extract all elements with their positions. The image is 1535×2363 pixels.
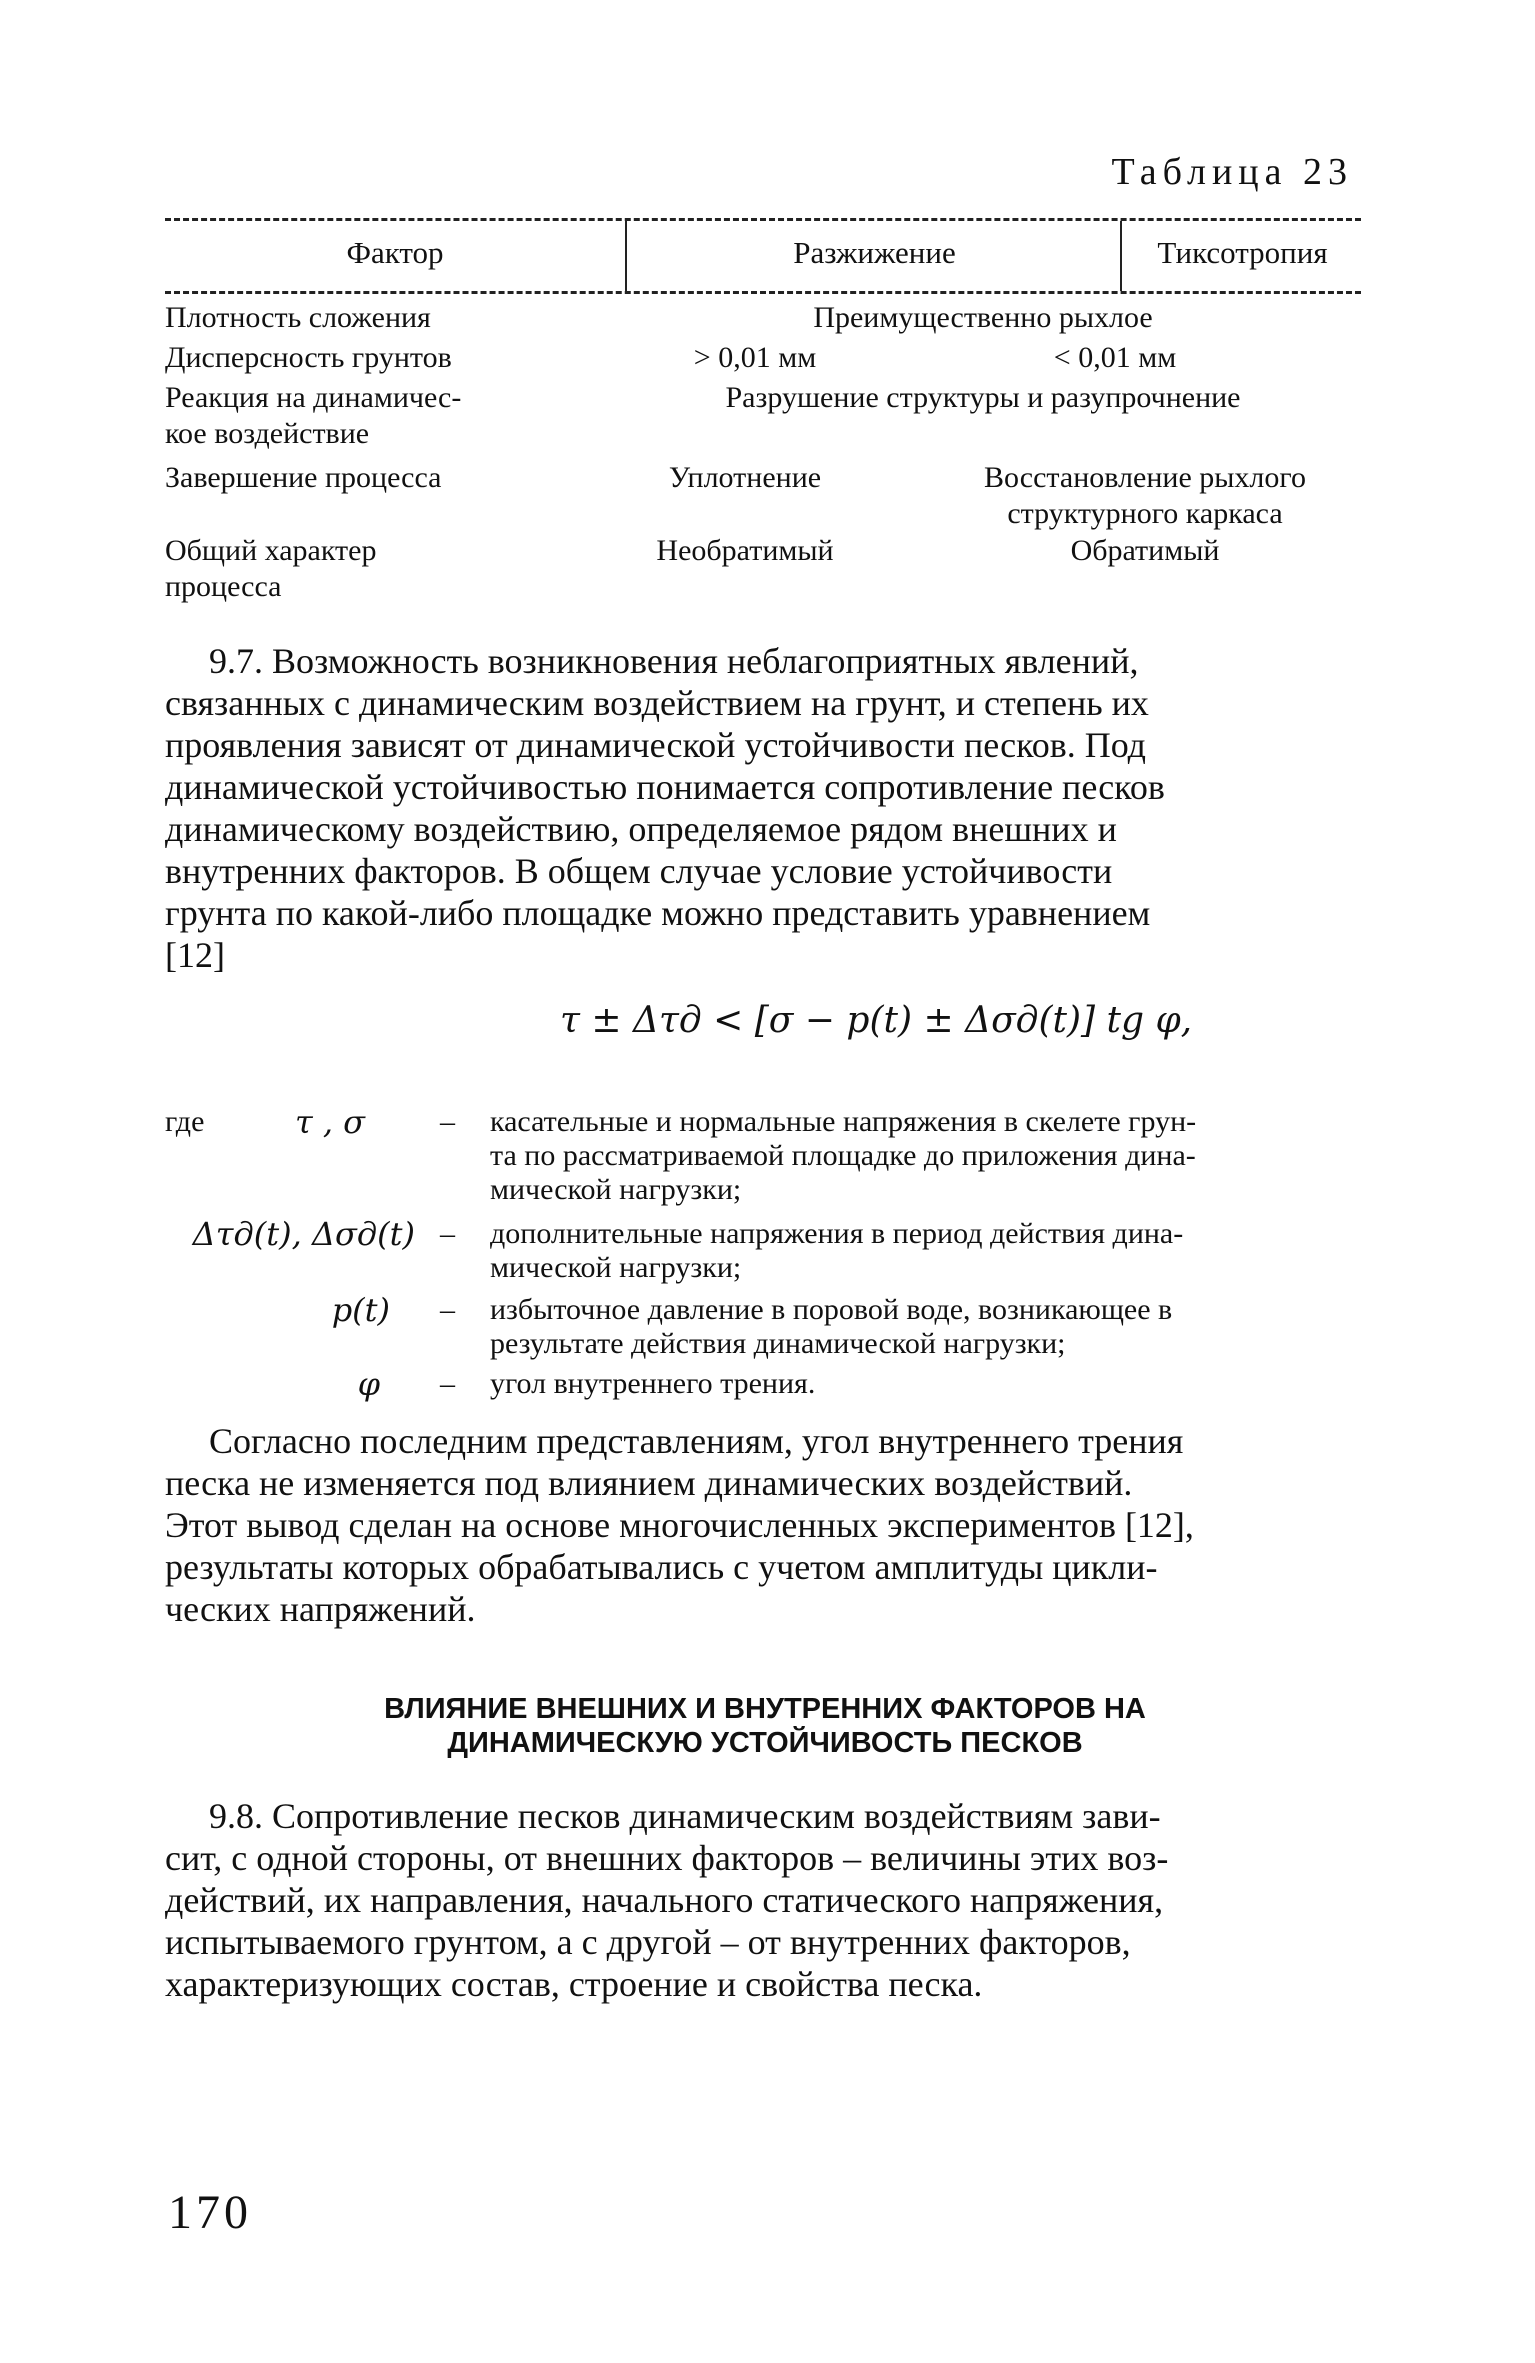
- table-header-rule: [165, 291, 1361, 294]
- header-thixotropy: Тиксотропия: [1120, 221, 1363, 291]
- table-header: [165, 218, 1361, 294]
- header-factor: Фактор: [346, 235, 444, 270]
- stability-formula: τ ± Δτд < [σ − p(t) ± Δσд(t)] tg φ,: [560, 1000, 1193, 1041]
- paragraph-conclusion: Согласно последним представлениям, угол внутреннего трения песка не изменяется под влиянием динамических воздействий. Этот вывод сделан на основе многочисленных экспериментов [12], результаты которых обрабатывались с учетом амплитуды цикли- ческих напряжений.: [165, 1421, 1194, 1629]
- header-liquefaction: Разжижение: [625, 221, 1122, 291]
- section-heading: ВЛИЯНИЕ ВНЕШНИХ И ВНУТРЕННИХ ФАКТОРОВ НА ДИНАМИЧЕСКУЮ УСТОЙЧИВОСТЬ ПЕСКОВ: [384, 1693, 1146, 1759]
- page-number: 170: [168, 2186, 252, 2239]
- paragraph-9-8: 9.8. Сопротивление песков динамическим воздействиям зави- сит, с одной стороны, от внешних факторов – величины этих воз- действий, их направления, начального статического напряжения, испытываемого грунтом, а с другой – от внутренних факторов, характеризующих состав, строение и свойства песка.: [165, 1796, 1169, 2004]
- document-page: Таблица 23 Фактор Разжижение Тиксотропия Плотность сложения Преимущественно рыхлое Дисперсность грунтов > 0,01 мм < 0,01 мм Реакция на динамичес- кое воздействие Разрушение структуры и разупрочнение Завершение процесса Уплотнение Восстановление рыхлого структурного каркаса Общий характер процесса Необратимый Обратимый 9.7. Возможность возникновения неблагоприятных явлений, связанных с динамическим воздействием на грунт, и степень их проявления зависят от динамической устойчивости песков. Под динамической устойчивостью понимается сопротивление песков динамическому воздействию, определяемое рядом внешних и внутренних факторов. В общем случае условие устойчивости грунта по какой-либо площадке можно представить уравнением [12] τ ± Δτд < [σ − p(t) ± Δσд(t)] tg φ, где τ , σ – касательные и нормальные напряжения в скелете грун- та по рассматриваемой площадке до приложения дина- мической нагрузки; Δτд(t), Δσд(t) – дополнительные напряжения в период действия дина- мической нагрузки; p(t) – избыточное давление в поровой воде, возникающее в результате действия динамической нагрузки; φ – угол внутреннего трения. Согласно последним представлениям, угол внутреннего трения песка не изменяется под влиянием динамических воздействий. Этот вывод сделан на основе многочисленных экспериментов [12], результаты которых обрабатывались с учетом амплитуды цикли- ческих напряжений. ВЛИЯНИЕ ВНЕШНИХ И ВНУТРЕННИХ ФАКТОРОВ НА ДИНАМИЧЕСКУЮ УСТОЙЧИВОСТЬ ПЕСКОВ 9.8. Сопротивление песков динамическим воздействиям зави- сит, с одной стороны, от внешних факторов – величины этих воз- действий, их направления, начального статического напряжения, испытываемого грунтом, а с другой – от внутренних факторов, характеризующих состав, строение и свойства песка. 170: [0, 0, 1535, 2363]
- table-caption: Таблица 23: [1111, 151, 1353, 193]
- paragraph-9-7: 9.7. Возможность возникновения неблагоприятных явлений, связанных с динамическим воздействием на грунт, и степень их проявления зависят от динамической устойчивости песков. Под динамической устойчивостью понимается сопротивление песков динамическому воздействию, определяемое рядом внешних и внутренних факторов. В общем случае условие устойчивости грунта по какой-либо площадке можно представить уравнением [12]: [165, 641, 1165, 975]
